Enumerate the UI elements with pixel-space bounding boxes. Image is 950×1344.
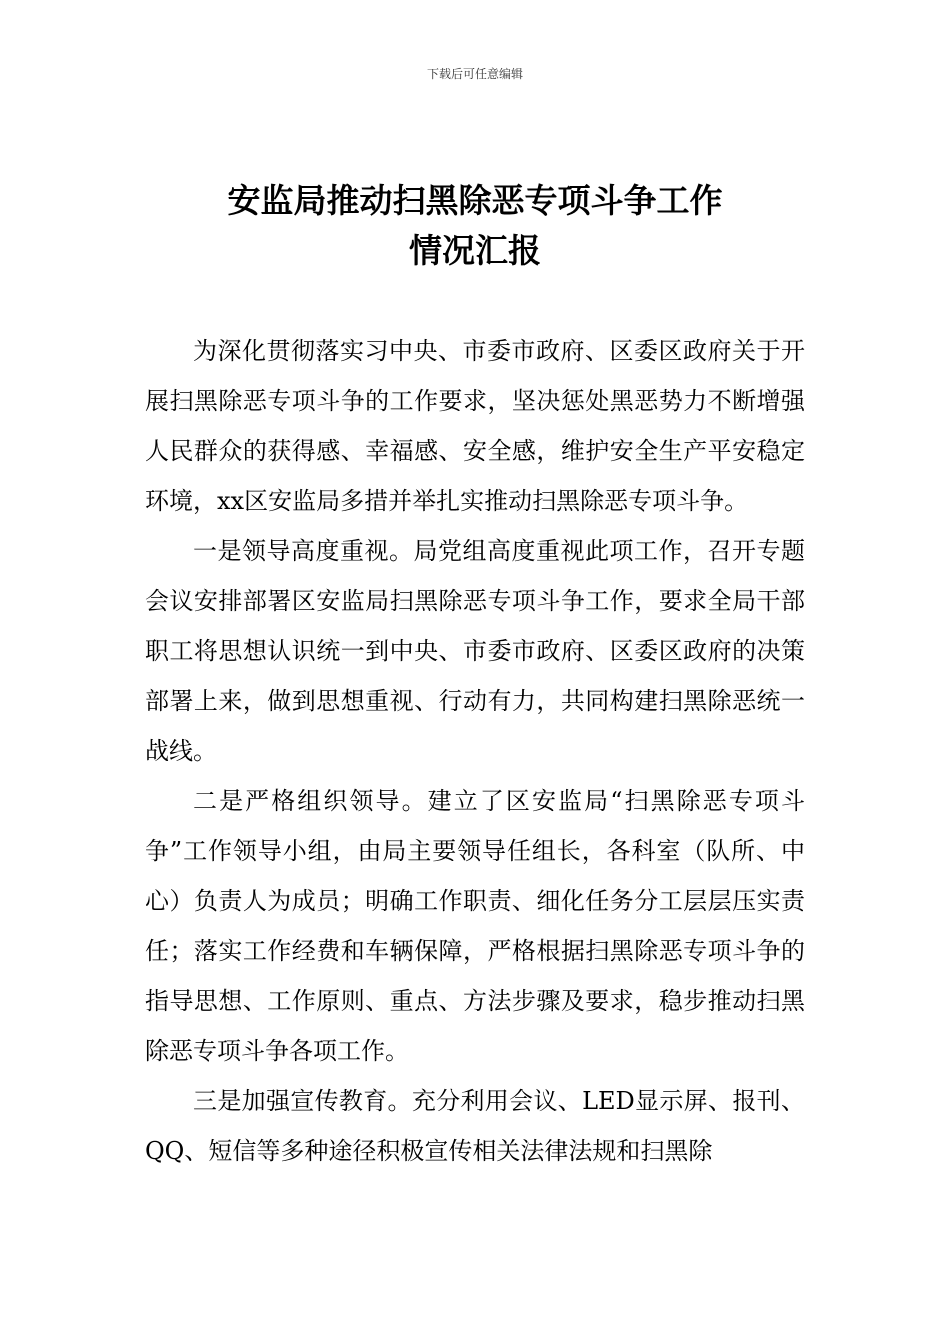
paragraph-leadership: 一是领导高度重视。局党组高度重视此项工作，召开专题会议安排部署区安监局扫黑除恶专项斗争工作，要求全局干部职工将思想认识统一到中央、市委市政府、区委区政府的决策部署上来，做到思想重视、行动有力，共同构建扫黑除恶统一战线。	[145, 537, 805, 765]
paragraph-intro: 为深化贯彻落实习中央、市委市政府、区委区政府关于开展扫黑除恶专项斗争的工作要求，坚决惩处黑恶势力不断增强人民群众的获得感、幸福感、安全感，维护安全生产平安稳定环境，xx区安监局多措并举扎实推动扫黑除恶专项斗争。	[145, 337, 805, 515]
title-line-1: 安监局推动扫黑除恶专项斗争工作	[227, 181, 723, 220]
paragraph-publicity: 三是加强宣传教育。充分利用会议、LED显示屏、报刊、QQ、短信等多种途径积极宣传相关法律法规和扫黑除	[145, 1087, 805, 1165]
title-line-2: 情况汇报	[409, 231, 541, 270]
document-title	[145, 176, 805, 276]
document-body	[145, 326, 805, 1176]
paragraph-organization: 二是严格组织领导。建立了区安监局“扫黑除恶专项斗争”工作领导小组，由局主要领导任组长，各科室（队所、中心）负责人为成员；明确工作职责、细化任务分工层层压实责任；落实工作经费和车辆保障，严格根据扫黑除恶专项斗争的指导思想、工作原则、重点、方法步骤及要求，稳步推动扫黑除恶专项斗争各项工作。	[145, 787, 805, 1065]
header-note: 下载后可任意编辑	[426, 67, 523, 81]
